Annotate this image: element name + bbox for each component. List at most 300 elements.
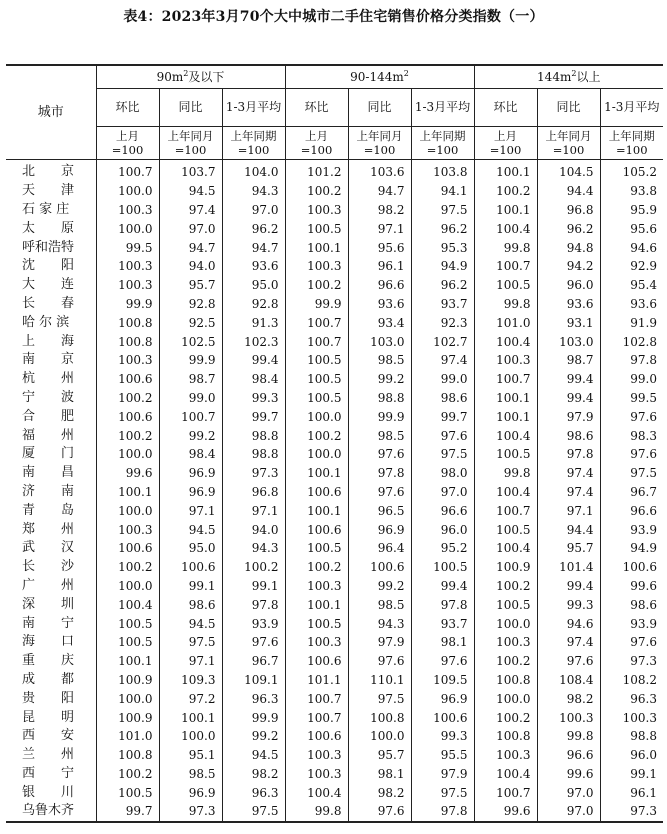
index-value: 99.9 [348,407,411,426]
index-value: 100.3 [96,351,159,370]
table-row [6,464,663,483]
index-value: 94.5 [159,182,222,201]
ytd-avg-header: 1-3月平均 [600,89,663,127]
city-name: 长 沙 [6,558,96,577]
base-value: =100 [615,143,648,157]
base-prev-year-period [222,127,285,160]
index-value: 100.0 [159,727,222,746]
index-value: 100.2 [474,577,537,596]
index-value: 96.6 [600,501,663,520]
index-value: 100.1 [96,652,159,671]
table-row [6,313,663,332]
index-value: 97.4 [537,483,600,502]
index-value: 96.6 [537,746,600,765]
base-value: =100 [489,143,522,157]
index-value: 101.0 [474,313,537,332]
group-header-large: $144m^2$以上 [474,65,663,89]
index-value: 109.3 [159,671,222,690]
index-value: 100.7 [474,370,537,389]
city-name: 昆 明 [6,708,96,727]
index-value: 100.5 [474,276,537,295]
index-value: 94.0 [222,520,285,539]
index-value: 97.9 [537,407,600,426]
index-value: 100.2 [474,182,537,201]
table-row [6,426,663,445]
city-name: 贵 阳 [6,689,96,708]
index-value: 98.5 [348,426,411,445]
index-value: 103.6 [348,160,411,182]
table-row [6,276,663,295]
index-value: 99.6 [537,765,600,784]
city-column-header: 城市 [6,65,96,160]
base-value: =100 [174,143,207,157]
index-value: 99.1 [159,577,222,596]
index-value: 100.6 [348,558,411,577]
index-value: 99.2 [348,370,411,389]
index-value: 97.5 [411,445,474,464]
base-label: 上年同月 [545,129,592,143]
index-value: 100.8 [474,671,537,690]
city-name: 青 岛 [6,501,96,520]
base-label: 上年同月 [167,129,214,143]
index-value: 99.8 [285,802,348,822]
index-value: 93.6 [600,295,663,314]
index-value: 100.3 [474,351,537,370]
index-value: 100.1 [159,708,222,727]
index-value: 92.8 [159,295,222,314]
index-value: 97.2 [159,689,222,708]
base-prev-year-month [537,127,600,160]
index-value: 100.3 [285,201,348,220]
index-value: 100.2 [96,558,159,577]
index-value: 96.4 [348,539,411,558]
index-value: 100.1 [285,501,348,520]
index-value: 100.9 [96,671,159,690]
index-value: 99.0 [411,370,474,389]
table-row [6,802,663,822]
index-value: 95.0 [222,276,285,295]
index-value: 99.7 [222,407,285,426]
index-value: 100.3 [600,708,663,727]
index-value: 95.7 [537,539,600,558]
index-value: 96.7 [222,652,285,671]
index-value: 93.1 [537,313,600,332]
index-value: 97.5 [348,689,411,708]
index-value: 94.3 [348,614,411,633]
index-value: 99.4 [222,351,285,370]
index-value: 100.5 [474,595,537,614]
table-row [6,351,663,370]
index-value: 100.8 [348,708,411,727]
index-value: 100.3 [96,520,159,539]
index-value: 98.6 [537,426,600,445]
index-value: 94.0 [159,257,222,276]
index-value: 100.9 [96,708,159,727]
index-value: 93.6 [537,295,600,314]
index-value: 100.3 [285,577,348,596]
index-value: 100.5 [96,614,159,633]
index-value: 98.4 [222,370,285,389]
index-value: 96.2 [411,276,474,295]
city-name: 福 州 [6,426,96,445]
index-value: 98.2 [348,783,411,802]
index-value: 99.9 [96,295,159,314]
index-value: 97.5 [411,201,474,220]
index-value: 96.0 [537,276,600,295]
index-value: 95.6 [348,238,411,257]
index-value: 97.5 [411,783,474,802]
index-value: 97.5 [159,633,222,652]
index-value: 100.5 [285,614,348,633]
city-name: 哈 尔 滨 [6,313,96,332]
index-value: 100.7 [474,783,537,802]
index-value: 97.0 [537,783,600,802]
index-value: 97.9 [411,765,474,784]
table-row [6,201,663,220]
index-value: 100.6 [285,652,348,671]
index-value: 96.1 [348,257,411,276]
index-value: 103.7 [159,160,222,182]
index-value: 100.4 [474,483,537,502]
index-value: 100.2 [96,389,159,408]
index-value: 100.3 [285,765,348,784]
index-value: 100.4 [474,426,537,445]
index-value: 100.8 [96,746,159,765]
index-value: 100.5 [285,351,348,370]
index-value: 99.6 [96,464,159,483]
city-name: 合 肥 [6,407,96,426]
index-value: 97.6 [348,652,411,671]
base-value: =100 [300,143,333,157]
index-value: 98.6 [159,595,222,614]
index-value: 97.8 [600,351,663,370]
index-value: 100.7 [285,332,348,351]
index-value: 95.3 [411,238,474,257]
city-name: 成 都 [6,671,96,690]
table-row [6,539,663,558]
index-value: 97.3 [600,652,663,671]
table-row [6,765,663,784]
index-value: 99.6 [600,577,663,596]
index-value: 96.0 [600,746,663,765]
base-value: =100 [237,143,270,157]
index-value: 94.4 [537,182,600,201]
table-row [6,160,663,182]
index-value: 100.5 [285,539,348,558]
index-value: 97.3 [222,464,285,483]
city-name: 厦 门 [6,445,96,464]
index-value: 96.1 [600,783,663,802]
table-row [6,407,663,426]
index-value: 98.1 [348,765,411,784]
index-value: 97.4 [537,633,600,652]
city-name: 上 海 [6,332,96,351]
index-value: 97.1 [159,652,222,671]
index-value: 97.6 [348,802,411,822]
table-row [6,671,663,690]
index-value: 100.0 [96,689,159,708]
index-value: 97.6 [600,633,663,652]
group-header-small: $90m^2$及以下 [96,65,285,89]
index-value: 100.0 [96,445,159,464]
index-value: 98.6 [600,595,663,614]
city-name: 北 京 [6,160,96,182]
index-value: 98.3 [600,426,663,445]
index-value: 96.6 [411,501,474,520]
index-value: 100.4 [474,219,537,238]
index-value: 100.0 [285,445,348,464]
index-value: 101.1 [285,671,348,690]
table-row [6,501,663,520]
index-value: 93.9 [222,614,285,633]
index-value: 100.6 [96,539,159,558]
index-value: 95.0 [159,539,222,558]
index-value: 96.2 [222,219,285,238]
index-value: 97.6 [411,426,474,445]
index-value: 100.0 [348,727,411,746]
index-value: 93.6 [348,295,411,314]
city-name: 宁 波 [6,389,96,408]
index-value: 96.9 [411,689,474,708]
base-value: =100 [426,143,459,157]
index-value: 109.1 [222,671,285,690]
index-value: 96.3 [222,689,285,708]
index-value: 94.5 [159,520,222,539]
index-value: 100.7 [474,257,537,276]
index-value: 105.2 [600,160,663,182]
index-value: 94.8 [537,238,600,257]
index-value: 95.2 [411,539,474,558]
index-value: 95.4 [600,276,663,295]
base-label: 上月 [494,129,517,143]
index-value: 108.4 [537,671,600,690]
index-value: 97.8 [411,595,474,614]
index-value: 94.9 [600,539,663,558]
index-value: 108.2 [600,671,663,690]
base-prev-year-period [411,127,474,160]
index-value: 97.6 [600,445,663,464]
city-name: 重 庆 [6,652,96,671]
ytd-avg-header: 1-3月平均 [222,89,285,127]
group-header-medium: $90-144m^2$ [285,65,474,89]
index-value: 97.1 [222,501,285,520]
index-value: 98.6 [411,389,474,408]
index-value: 102.7 [411,332,474,351]
index-value: 96.2 [537,219,600,238]
table-row [6,577,663,596]
index-value: 97.1 [537,501,600,520]
index-value: 100.5 [285,370,348,389]
index-value: 98.0 [411,464,474,483]
index-value: 93.7 [411,295,474,314]
index-value: 100.4 [285,783,348,802]
index-value: 92.5 [159,313,222,332]
index-value: 94.4 [537,520,600,539]
index-value: 97.4 [537,464,600,483]
index-value: 91.3 [222,313,285,332]
index-value: 98.5 [159,765,222,784]
index-value: 97.5 [600,464,663,483]
index-value: 99.6 [474,802,537,822]
index-value: 95.7 [159,276,222,295]
index-value: 100.1 [474,389,537,408]
index-value: 97.4 [411,351,474,370]
index-value: 100.3 [474,633,537,652]
index-value: 100.6 [96,407,159,426]
index-value: 100.4 [474,332,537,351]
index-value: 100.5 [411,558,474,577]
index-value: 94.9 [411,257,474,276]
index-value: 100.2 [285,276,348,295]
index-value: 98.1 [411,633,474,652]
index-value: 102.5 [159,332,222,351]
index-value: 100.0 [96,182,159,201]
index-value: 102.8 [600,332,663,351]
index-value: 94.3 [222,182,285,201]
table-row [6,783,663,802]
index-value: 98.2 [537,689,600,708]
index-value: 98.5 [348,595,411,614]
index-value: 97.5 [222,802,285,822]
index-value: 100.6 [285,483,348,502]
index-value: 97.6 [222,633,285,652]
index-value: 98.2 [222,765,285,784]
city-name: 呼和浩特 [6,238,96,257]
table-row [6,332,663,351]
index-value: 92.3 [411,313,474,332]
index-value: 100.2 [285,558,348,577]
index-value: 100.5 [96,633,159,652]
city-name: 石 家 庄 [6,201,96,220]
index-value: 99.2 [348,577,411,596]
index-value: 100.0 [474,614,537,633]
city-name: 天 津 [6,182,96,201]
table-row [6,595,663,614]
table-row [6,182,663,201]
index-value: 97.4 [159,201,222,220]
index-value: 101.2 [285,160,348,182]
index-value: 100.3 [96,201,159,220]
index-value: 99.8 [474,295,537,314]
city-name: 深 圳 [6,595,96,614]
index-value: 99.1 [600,765,663,784]
index-value: 97.8 [348,464,411,483]
index-value: 100.7 [159,407,222,426]
price-index-table [6,64,663,823]
base-prev-month [474,127,537,160]
index-value: 100.2 [285,182,348,201]
index-value: 100.3 [285,257,348,276]
index-value: 99.8 [474,238,537,257]
index-value: 98.4 [159,445,222,464]
index-value: 94.2 [537,257,600,276]
index-value: 100.3 [474,746,537,765]
index-value: 96.9 [348,520,411,539]
index-value: 100.2 [96,765,159,784]
index-value: 100.2 [474,708,537,727]
index-value: 100.5 [285,219,348,238]
index-value: 97.0 [537,802,600,822]
index-value: 100.2 [222,558,285,577]
index-value: 100.4 [96,595,159,614]
table-row [6,689,663,708]
index-value: 100.8 [96,332,159,351]
city-name: 杭 州 [6,370,96,389]
index-value: 95.1 [159,746,222,765]
index-value: 100.2 [96,426,159,445]
table-row [6,445,663,464]
index-value: 100.0 [285,407,348,426]
mom-header: 环比 [285,89,348,127]
index-value: 96.9 [159,464,222,483]
index-value: 97.8 [222,595,285,614]
index-value: 97.9 [348,633,411,652]
index-value: 97.3 [600,802,663,822]
mom-header: 环比 [474,89,537,127]
index-value: 100.1 [474,201,537,220]
city-name: 沈 阳 [6,257,96,276]
index-value: 94.7 [159,238,222,257]
index-value: 100.3 [96,276,159,295]
index-value: 102.3 [222,332,285,351]
index-value: 99.3 [537,595,600,614]
city-name: 乌鲁木齐 [6,802,96,822]
index-value: 99.7 [96,802,159,822]
index-value: 95.5 [411,746,474,765]
index-value: 98.8 [348,389,411,408]
table-row [6,389,663,408]
index-value: 101.0 [96,727,159,746]
index-value: 99.9 [222,708,285,727]
table-title: 表4：2023年3月70个大中城市二手住宅销售价格分类指数（一） [123,9,544,25]
index-value: 99.7 [411,407,474,426]
index-value: 93.7 [411,614,474,633]
index-value: 103.0 [348,332,411,351]
index-value: 97.6 [348,483,411,502]
mom-header: 环比 [96,89,159,127]
index-value: 93.4 [348,313,411,332]
city-name: 济 南 [6,483,96,502]
base-label: 上年同月 [356,129,403,143]
index-value: 97.1 [348,219,411,238]
index-value: 100.1 [285,464,348,483]
index-value: 100.5 [96,783,159,802]
index-value: 98.5 [348,351,411,370]
index-value: 94.6 [600,238,663,257]
index-value: 100.3 [96,257,159,276]
yoy-header: 同比 [537,89,600,127]
index-value: 100.1 [96,483,159,502]
index-value: 99.5 [96,238,159,257]
index-value: 93.9 [600,520,663,539]
index-value: 101.4 [537,558,600,577]
index-value: 97.0 [411,483,474,502]
yoy-header: 同比 [348,89,411,127]
index-value: 100.0 [474,689,537,708]
index-value: 96.7 [600,483,663,502]
city-name: 南 宁 [6,614,96,633]
index-value: 100.0 [96,501,159,520]
table-row [6,370,663,389]
index-value: 97.8 [537,445,600,464]
index-value: 96.3 [600,689,663,708]
index-value: 103.0 [537,332,600,351]
index-value: 95.7 [348,746,411,765]
table-row [6,558,663,577]
index-value: 95.6 [600,219,663,238]
city-name: 太 原 [6,219,96,238]
index-value: 99.4 [537,389,600,408]
